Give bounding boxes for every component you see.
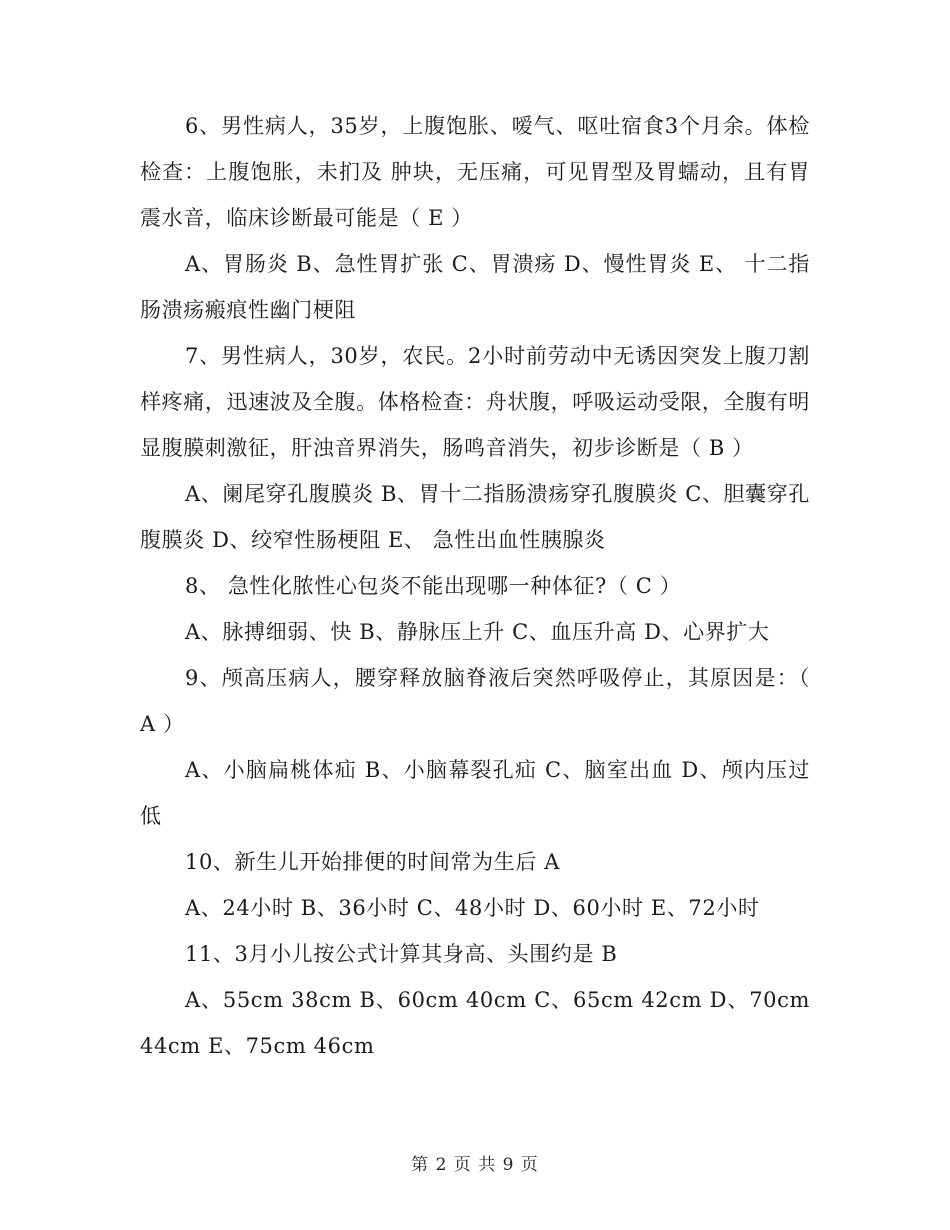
question-6-options: A、胃肠炎 B、急性胃扩张 C、胃溃疡 D、慢性胃炎 E、 十二指肠溃疡瘢痕性幽门梗阻 xyxy=(140,252,810,322)
question-9: 9、颅高压病人，腰穿释放脑脊液后突然呼吸停止，其原因是：（ A ） xyxy=(140,666,810,736)
question-9-options: A、小脑扁桃体疝 B、小脑幕裂孔疝 C、脑室出血 D、颅内压过低 xyxy=(140,758,810,828)
question-7-options: A、阑尾穿孔腹膜炎 B、胃十二指肠溃疡穿孔腹膜炎 C、胆囊穿孔腹膜炎 D、绞窄性肠梗阻 E、 急性出血性胰腺炎 xyxy=(140,482,810,552)
question-8-options: A、脉搏细弱、快 B、静脉压上升 C、血压升高 D、心界扩大 xyxy=(185,620,770,644)
document-body xyxy=(140,103,810,1069)
question-6: 6、男性病人，35岁，上腹饱胀、嗳气、呕吐宿食3个月余。体检检查：上腹饱胀，未扪及 肿块，无压痛，可见胃型及胃蠕动，且有胃震水音，临床诊断最可能是（ E ） xyxy=(140,114,810,230)
question-11: 11、3月小儿按公式计算其身高、头围约是 B xyxy=(185,942,618,966)
question-7: 7、男性病人，30岁，农民。2小时前劳动中无诱因突发上腹刀割样疼痛，迅速波及全腹。体格检查：舟状腹，呼吸运动受限，全腹有明显腹膜刺激征，肝浊音界消失，肠鸣音消失，初步诊断是（ B ） xyxy=(140,344,810,460)
question-10: 10、新生儿开始排便的时间常为生后 A xyxy=(185,850,560,874)
question-11-options: A、55cm 38cm B、60cm 40cm C、65cm 42cm D、70cm 44cm E、75cm 46cm xyxy=(140,988,810,1058)
question-10-options: A、24小时 B、36小时 C、48小时 D、60小时 E、72小时 xyxy=(185,896,760,920)
page-number-footer: 第 2 页 共 9 页 xyxy=(411,1155,539,1175)
question-8: 8、 急性化脓性心包炎不能出现哪一种体征?（ C ） xyxy=(185,574,682,598)
